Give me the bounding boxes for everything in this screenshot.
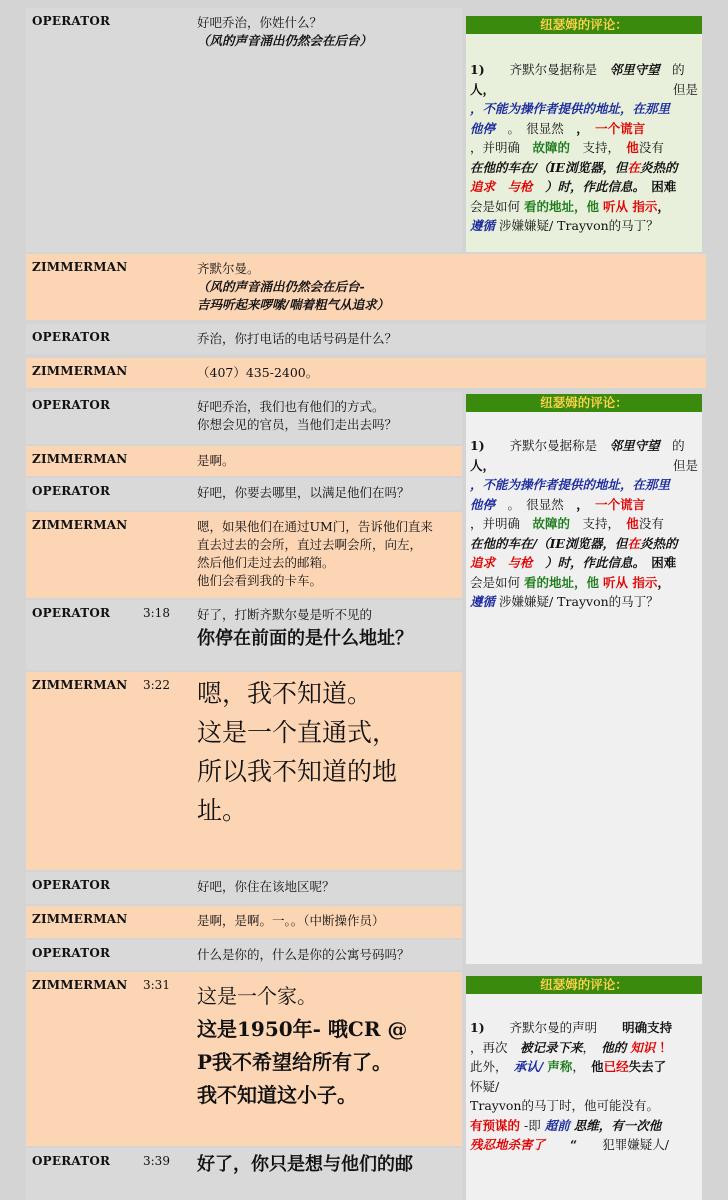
utterance-line: 吉玛听起来啰嗦/喘着粗气从追求） [197,297,390,312]
comment-line: 残忍地杀害了 “ 犯罪嫌疑人/ [470,1137,669,1152]
transcript-row [26,906,462,938]
transcript-row [26,940,462,970]
utterance-line: 嗯，如果他们在通过UM门，告诉他们直来 [197,519,433,534]
comment-line: Trayvon的马丁时，他可能没有。 [470,1098,659,1113]
comment-box [466,16,702,252]
speaker-label: OPERATOR [32,946,111,960]
speaker-label: OPERATOR [32,14,111,28]
speaker-label: ZIMMERMAN [32,364,128,378]
speaker-label: OPERATOR [32,330,111,344]
comment-box [466,394,702,964]
comment-line: 怀疑/ [470,1078,500,1094]
speaker-label: ZIMMERMAN [32,518,128,532]
speaker-label: ZIMMERMAN [32,678,128,692]
timestamp: 3:31 [143,978,170,992]
timestamp: 3:22 [143,678,170,692]
comment-header: 纽瑟姆的评论： [466,16,702,34]
utterance-line: 好吧，你要去哪里，以满足他们在吗？ [197,485,410,500]
comment-line: 1) 齐默尔曼据称是 邻里守望 的 [470,62,685,77]
comment-line: 遵循 涉嫌嫌疑/ Trayvon的马丁？ [470,594,659,609]
utterance-line: 好吧乔治，你姓什么？ [197,15,323,30]
utterance [197,606,413,654]
transcript-row [26,392,462,444]
transcript-row [26,972,462,1146]
comment-body [470,436,698,612]
speaker-label: ZIMMERMAN [32,912,128,926]
comment-header: 纽瑟姆的评论： [466,394,702,412]
comment-line: 他停 。 很显然 ， 一个谎言 [470,120,646,136]
utterance-line: 址。 [197,796,248,825]
utterance-line: 嗯，我不知道。 [197,679,373,708]
comment-line: 追求 与枪 ）时，作此信息。 困难 [470,179,677,194]
utterance [197,260,389,314]
transcript-row [26,512,462,598]
utterance-line: 你想会见的官员，当他们走出去吗？ [197,417,398,432]
utterance-line: （风的声音涌出仍然会在后台） [197,33,373,48]
utterance [197,14,372,50]
utterance [197,946,410,964]
speaker-label: OPERATOR [32,484,111,498]
utterance [197,1150,413,1180]
utterance-line: （风的声音涌出仍然会在后台- [197,279,365,294]
utterance [197,674,397,830]
utterance [197,484,410,502]
comment-header: 纽瑟姆的评论： [466,976,702,994]
comment-line: ，并明确 故障的 支持， 他没有 [470,140,664,155]
transcript-row [26,1148,462,1200]
utterance-line: 他们会看到我的卡车。 [197,573,323,588]
comment-line: 在他的车在/（IE浏览器，但在炎热的 [470,535,678,551]
comment-line: ，并明确 故障的 支持， 他没有 [470,516,664,531]
utterance-line: 这是一个家。 [197,984,317,1008]
utterance [197,398,397,434]
utterance-line: 所以我不知道的地 [197,757,398,786]
utterance [197,452,235,470]
utterance-line: 是啊。 [197,453,235,468]
speaker-label: OPERATOR [32,878,111,892]
comment-line: ，再次 被记录下来， 他的 知识 ！ [470,1039,672,1055]
speaker-label: OPERATOR [32,1154,111,1168]
comment-line: 1) 齐默尔曼据称是 邻里守望 的 [470,438,685,453]
utterance-line: 乔治，你打电话的电话号码是什么？ [197,331,398,346]
speaker-label: ZIMMERMAN [32,452,128,466]
speaker-label: ZIMMERMAN [32,978,128,992]
comment-box [466,976,702,1200]
comment-line: 会是如何 看的地址，他 听从 指示， [470,574,670,590]
comment-line: 有预谋的 -即 超前 思维，有一次他 [470,1117,662,1133]
speaker-label: ZIMMERMAN [32,260,128,274]
transcript-row [26,324,706,354]
utterance-line: 好了，你只是想与他们的邮 [197,1154,413,1175]
utterance-line: 什么是你的，什么是你的公寓号码吗？ [197,947,410,962]
utterance-line: 我不知道这小子。 [197,1083,357,1107]
comment-line: 他停 。 很显然 ， 一个谎言 [470,496,646,512]
timestamp: 3:39 [143,1154,170,1168]
utterance-line: 好了，打断齐默尔曼是听不见的 [197,607,373,622]
comment-line: 遵循 涉嫌嫌疑/ Trayvon的马丁？ [470,218,659,233]
utterance [197,980,459,1112]
utterance-line: 好吧，你住在该地区呢？ [197,879,335,894]
transcript-row [26,478,462,510]
comment-line: 在他的车在/（IE浏览器，但在炎热的 [470,159,678,175]
transcript-row [26,8,462,252]
transcript-row [26,872,462,904]
comment-body [470,1018,698,1155]
utterance [197,518,433,590]
timestamp: 3:18 [143,606,170,620]
utterance-line: 好吧乔治，我们也有他们的方式。 [197,399,385,414]
utterance-line: 你停在前面的是什么地址？ [197,628,413,649]
transcript-row [26,600,462,670]
utterance-line: 然后他们走过去的邮箱。 [197,555,335,570]
comment-line: 人， 但是 [470,81,698,97]
utterance-line: 是啊，是啊。一。。（中断操作员） [197,913,385,928]
utterance [197,330,397,348]
utterance-line: P我不希望给所有了。 [197,1050,393,1074]
comment-line: 人， 但是 [470,457,698,473]
comment-line: 1) 齐默尔曼的声明 明确支持 [470,1020,673,1035]
utterance [197,912,385,930]
utterance [197,364,318,382]
comment-line: 会是如何 看的地址，他 听从 指示， [470,198,670,214]
utterance-line: 这是一个直通式， [197,718,398,747]
utterance [197,878,335,896]
transcript-row [26,672,462,870]
utterance-line: 这是1950年- 哦CR @ [197,1017,408,1041]
transcript-row [26,358,706,388]
utterance-line: 齐默尔曼。 [197,261,260,276]
comment-body [470,60,698,236]
utterance-line: 直去过去的会所，直过去啊会所，向左， [197,537,423,552]
transcript-row [26,254,706,320]
transcript-row [26,446,462,476]
comment-line: 追求 与枪 ）时，作此信息。 困难 [470,555,677,570]
utterance-line: （407）435-2400。 [197,365,319,380]
comment-line: ，不能为操作者提供的地址，在那里 [470,477,671,492]
speaker-label: OPERATOR [32,606,111,620]
speaker-label: OPERATOR [32,398,111,412]
comment-line: ，不能为操作者提供的地址，在那里 [470,101,671,116]
comment-line: 此外， 承认/ 声称， 他已经失去了 [470,1059,667,1074]
